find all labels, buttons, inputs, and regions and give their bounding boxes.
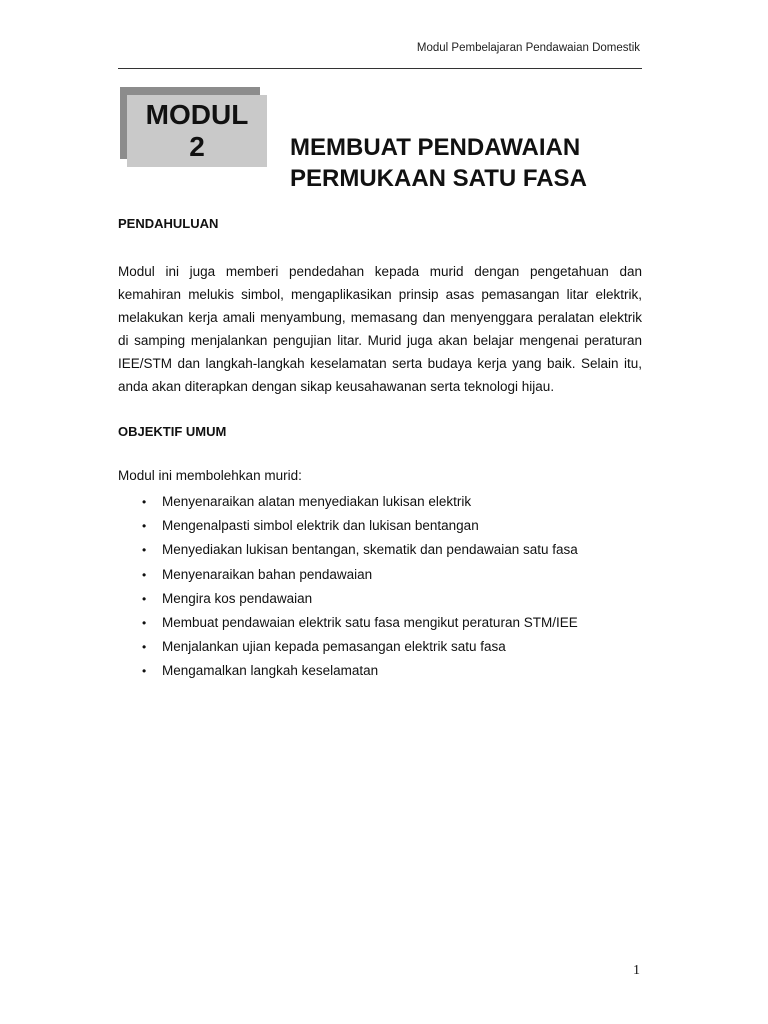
- page-number: 1: [633, 963, 640, 978]
- objective-item: [118, 563, 578, 587]
- objective-text: Menyediakan lukisan bentangan, skematik dan pendawaian satu fasa: [162, 542, 578, 558]
- bullet-icon: •: [142, 664, 147, 679]
- objective-item: [118, 587, 578, 611]
- objective-text: Mengamalkan langkah keselamatan: [162, 663, 379, 679]
- chapter-title-line-2: PERMUKAAN SATU FASA: [290, 165, 587, 192]
- bullet-icon: •: [142, 495, 147, 509]
- bullet-icon: •: [142, 567, 147, 582]
- objective-item: [118, 635, 578, 659]
- objective-item: [118, 514, 578, 538]
- header-rule: [118, 68, 642, 69]
- objectives-list: [118, 490, 578, 684]
- module-label: MODUL: [145, 99, 249, 130]
- bullet-icon: •: [142, 640, 147, 655]
- objective-item: [118, 659, 578, 683]
- running-header: Modul Pembelajaran Pendawaian Domestik: [416, 42, 640, 54]
- objective-item: [118, 490, 578, 514]
- objective-text: Mengira kos pendawaian: [162, 590, 313, 606]
- objective-text: Menyenaraikan bahan pendawaian: [162, 566, 373, 582]
- introduction-paragraph: Modul ini juga memberi pendedahan kepada murid dengan pengetahuan dan kemahiran melukis simbol, mengaplikasikan prinsip asas pemasangan litar elektrik, melakukan kerja amali menyambung, memasang dan menyenggara peralatan elektrik di samping menjalankan pengujian litar. Murid juga akan belajar mengenai peraturan IEE/STM dan langkah-langkah keselamatan serta budaya kerja yang baik. Selain itu, anda akan diterapkan dengan sikap keusahawanan serta teknologi hijau.: [118, 264, 642, 394]
- objective-text: Membuat pendawaian elektrik satu fasa mengikut peraturan STM/IEE: [162, 614, 578, 630]
- module-number-box: [127, 95, 267, 167]
- objectives-heading: OBJEKTIF UMUM: [118, 424, 227, 439]
- objectives-lead: Modul ini membolehkan murid:: [118, 468, 302, 483]
- module-number: 2: [189, 131, 205, 162]
- bullet-icon: •: [142, 615, 147, 630]
- objective-text: Menyenaraikan alatan menyediakan lukisan elektrik: [162, 494, 472, 509]
- bullet-icon: •: [142, 591, 147, 606]
- objective-text: Menjalankan ujian kepada pemasangan elektrik satu fasa: [162, 639, 506, 655]
- objective-text: Mengenalpasti simbol elektrik dan lukisan bentangan: [162, 518, 479, 534]
- bullet-icon: •: [142, 519, 147, 534]
- chapter-title-line-1: MEMBUAT PENDAWAIAN: [290, 134, 581, 161]
- bullet-icon: •: [142, 543, 147, 558]
- objective-item: [118, 611, 578, 635]
- objective-item: [118, 538, 578, 562]
- introduction-heading: PENDAHULUAN: [118, 216, 219, 231]
- chapter-title: [290, 132, 587, 194]
